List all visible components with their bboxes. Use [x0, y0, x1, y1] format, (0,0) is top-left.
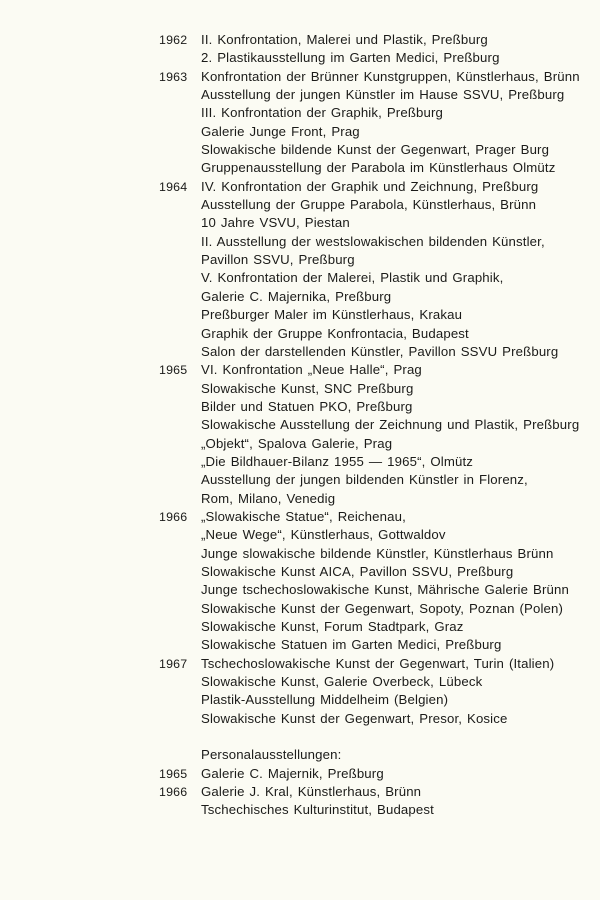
- exhibition-entry: [0, 31, 600, 49]
- entry-title: Rom, Milano, Venedig: [201, 490, 336, 506]
- entry-title: „Die Bildhauer-Bilanz 1955 — 1965“, Olmütz: [201, 453, 474, 469]
- exhibition-entry: [0, 765, 600, 783]
- exhibition-entry: [0, 710, 600, 728]
- exhibition-entry: [0, 251, 600, 269]
- entry-title: „Neue Wege“, Künstlerhaus, Gottwaldov: [201, 527, 446, 543]
- exhibition-entry: [0, 618, 600, 636]
- exhibition-entry: [0, 655, 600, 673]
- entry-title: Gruppenausstellung der Parabola im Künstlerhaus Olmütz: [201, 160, 556, 176]
- entry-year: 1966: [159, 509, 188, 524]
- exhibition-entry: [0, 49, 600, 67]
- entry-title: „Slowakische Statue“, Reichenau,: [201, 508, 406, 524]
- exhibition-entry: [0, 325, 600, 343]
- exhibition-entry: [0, 104, 600, 122]
- exhibition-entry: [0, 196, 600, 214]
- entry-year: 1962: [159, 33, 188, 47]
- entry-title: Pavillon SSVU, Preßburg: [201, 252, 355, 268]
- exhibition-entry: [0, 453, 600, 471]
- entry-title: 2. Plastikausstellung im Garten Medici, Preßburg: [201, 50, 500, 66]
- entry-title: Slowakische Kunst, SNC Preßburg: [201, 380, 414, 396]
- entry-title: Junge slowakische bildende Künstler, Künstlerhaus Brünn: [201, 545, 554, 561]
- exhibition-entry: [0, 343, 600, 361]
- entry-title: Konfrontation der Brünner Kunstgruppen, Künstlerhaus, Brünn: [201, 68, 580, 84]
- entry-title: Slowakische Kunst, Galerie Overbeck, Lübeck: [201, 674, 483, 690]
- exhibition-entry: [0, 86, 600, 104]
- exhibition-entry: [0, 68, 600, 86]
- exhibition-entry: [0, 563, 600, 581]
- entry-year: 1965: [159, 363, 188, 378]
- entry-title: Galerie C. Majernik, Preßburg: [201, 765, 384, 781]
- exhibition-entry: [0, 398, 600, 416]
- entry-title: Tschechisches Kulturinstitut, Budapest: [201, 802, 434, 818]
- entry-title: Preßburger Maler im Künstlerhaus, Krakau: [201, 307, 463, 323]
- exhibition-entry: [0, 691, 600, 709]
- entry-title: VI. Konfrontation „Neue Halle“, Prag: [201, 362, 422, 378]
- exhibition-entry: [0, 288, 600, 306]
- entry-year: 1963: [159, 69, 188, 84]
- entry-title: Galerie Junge Front, Prag: [201, 123, 360, 139]
- exhibition-entry: [0, 435, 600, 453]
- entry-title: Slowakische Kunst der Gegenwart, Sopoty, Poznan (Polen): [201, 600, 564, 616]
- exhibition-entry: [0, 526, 600, 544]
- exhibition-entry: [0, 178, 600, 196]
- exhibition-entry: [0, 801, 600, 819]
- entry-title: Ausstellung der Gruppe Parabola, Künstlerhaus, Brünn: [201, 197, 537, 213]
- exhibition-entry: [0, 159, 600, 177]
- entry-title: IV. Konfrontation der Graphik und Zeichnung, Preßburg: [201, 178, 539, 194]
- exhibition-entry: [0, 306, 600, 324]
- entry-title: Slowakische Statuen im Garten Medici, Preßburg: [201, 637, 502, 653]
- exhibition-entry-list: [0, 31, 600, 820]
- entry-title: Junge tschechoslowakische Kunst, Mährische Galerie Brünn: [201, 582, 569, 598]
- exhibition-entry: [0, 600, 600, 618]
- entry-year: 1966: [159, 785, 188, 800]
- exhibition-entry: [0, 490, 600, 508]
- entry-title: Bilder und Statuen PKO, Preßburg: [201, 398, 413, 414]
- exhibition-entry: [0, 141, 600, 159]
- entry-title: Slowakische Ausstellung der Zeichnung und Plastik, Preßburg: [201, 417, 580, 433]
- exhibition-entry: [0, 673, 600, 691]
- entry-title: „Objekt“, Spalova Galerie, Prag: [201, 435, 393, 451]
- entry-title: II. Ausstellung der westslowakischen bildenden Künstler,: [201, 233, 545, 249]
- exhibition-entry: [0, 728, 600, 746]
- exhibition-entry: [0, 783, 600, 801]
- entry-year: 1965: [159, 766, 188, 781]
- exhibition-entry: [0, 508, 600, 526]
- entry-title: III. Konfrontation der Graphik, Preßburg: [201, 105, 444, 121]
- entry-year: 1964: [159, 179, 188, 194]
- entry-title: Slowakische Kunst der Gegenwart, Presor, Kosice: [201, 710, 508, 726]
- entry-title: Graphik der Gruppe Konfrontacia, Budapest: [201, 325, 469, 341]
- entry-title: Slowakische bildende Kunst der Gegenwart, Prager Burg: [201, 142, 550, 158]
- exhibition-entry: [0, 214, 600, 232]
- entry-title: Salon der darstellenden Künstler, Pavillon SSVU Preßburg: [201, 343, 559, 359]
- exhibition-entry: [0, 380, 600, 398]
- entry-title: 10 Jahre VSVU, Piestan: [201, 215, 350, 231]
- exhibition-entry: [0, 233, 600, 251]
- entry-title: Galerie C. Majernika, Preßburg: [201, 288, 392, 304]
- exhibition-entry: [0, 746, 600, 764]
- entry-title: Personalausstellungen:: [201, 747, 342, 763]
- entry-title: V. Konfrontation der Malerei, Plastik und Graphik,: [201, 270, 504, 286]
- entry-title: Galerie J. Kral, Künstlerhaus, Brünn: [201, 784, 422, 800]
- entry-title: Slowakische Kunst, Forum Stadtpark, Graz: [201, 619, 464, 634]
- exhibition-entry: [0, 269, 600, 287]
- exhibition-entry: [0, 416, 600, 434]
- entry-title: Ausstellung der jungen Künstler im Hause SSVU, Preßburg: [201, 87, 565, 103]
- exhibition-entry: [0, 545, 600, 563]
- exhibition-entry: [0, 123, 600, 141]
- entry-title: II. Konfrontation, Malerei und Plastik, Preßburg: [201, 32, 488, 47]
- exhibition-entry: [0, 361, 600, 379]
- entry-title: Tschechoslowakische Kunst der Gegenwart, Turin (Italien): [201, 655, 555, 671]
- exhibition-entry: [0, 581, 600, 599]
- entry-title: Ausstellung der jungen bildenden Künstler in Florenz,: [201, 472, 528, 488]
- entry-year: 1967: [159, 656, 188, 671]
- exhibition-entry: [0, 471, 600, 489]
- exhibition-entry: [0, 636, 600, 654]
- entry-title: Plastik-Ausstellung Middelheim (Belgien): [201, 692, 449, 708]
- entry-title: Slowakische Kunst AICA, Pavillon SSVU, Preßburg: [201, 563, 514, 579]
